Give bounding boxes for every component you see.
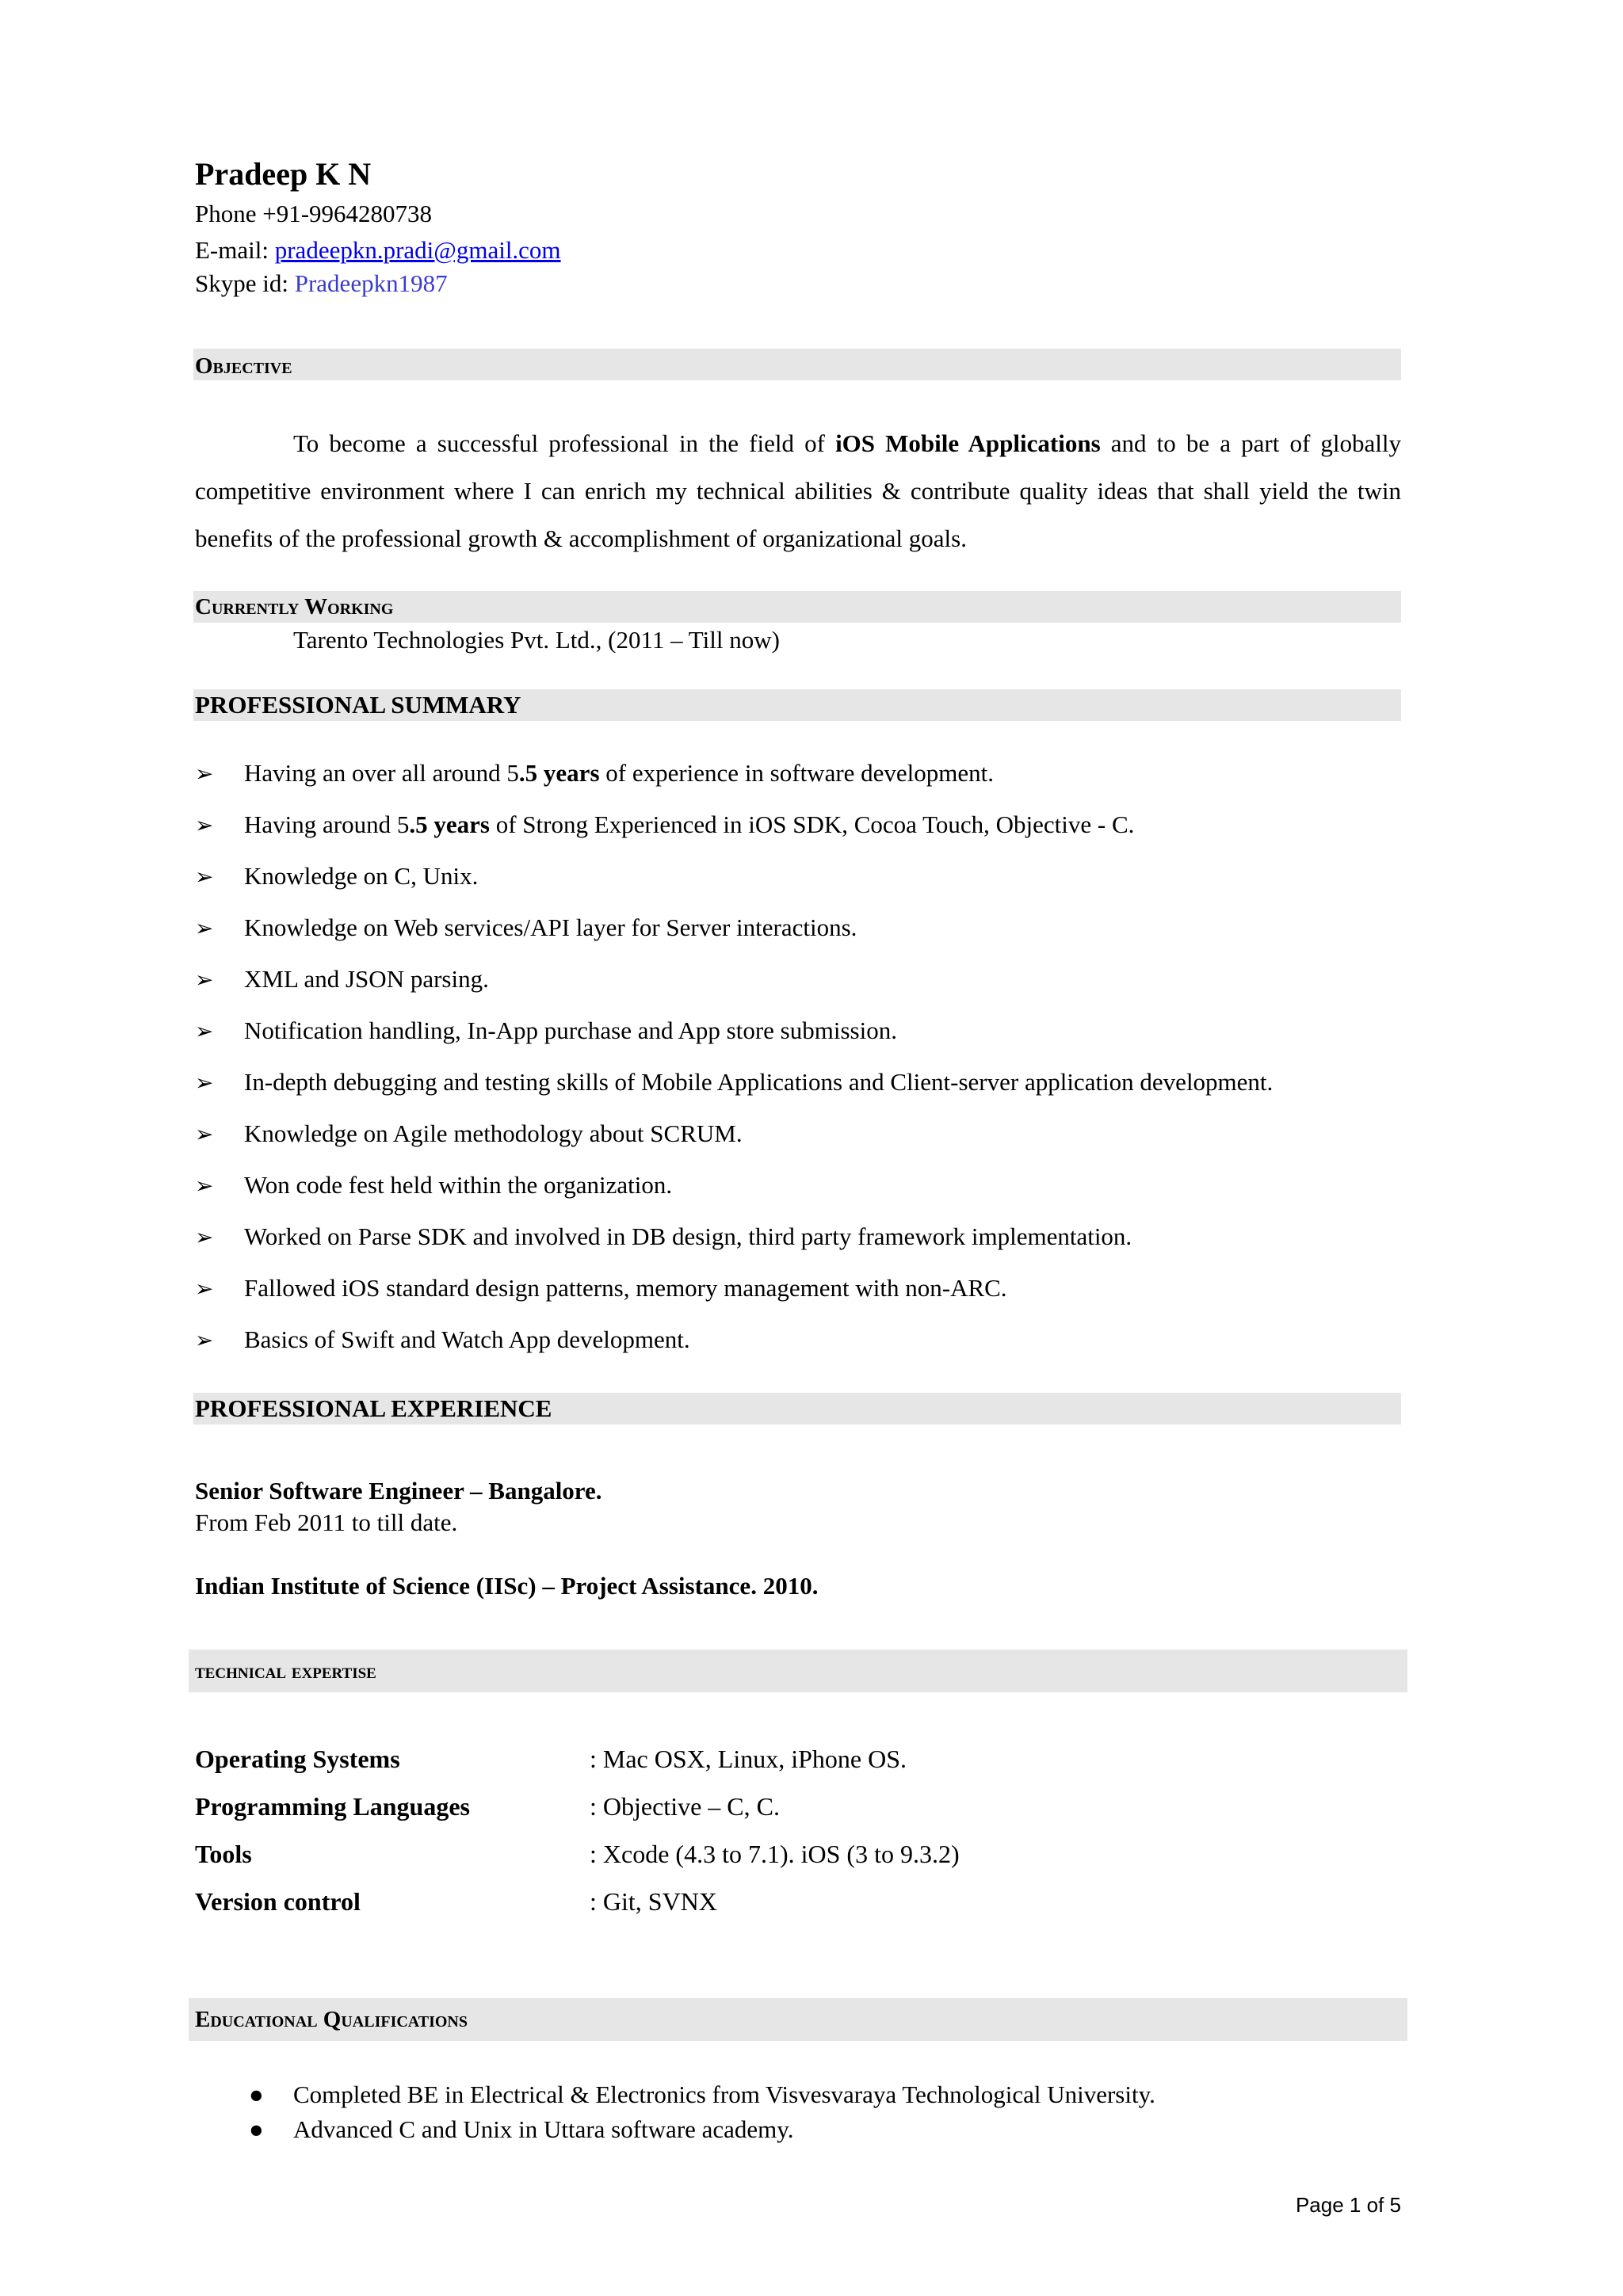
current-company: Tarento Technologies Pvt. Ltd., (2011 – Till now) — [293, 626, 780, 654]
phone-line — [195, 196, 432, 231]
summary-item: ➢ Having an over all around 5.5 years of experience in software development. — [195, 756, 994, 791]
tech-key-version-control: Version control — [195, 1887, 361, 1916]
skype-line — [195, 266, 448, 301]
arrow-bullet-icon: ➢ — [195, 1070, 214, 1096]
tech-value-tools: : Xcode (4.3 to 7.1). iOS (3 to 9.3.2) — [590, 1840, 960, 1868]
summary-item: ➢ XML and JSON parsing. — [195, 962, 489, 997]
tech-value-version-control: : Git, SVNX — [590, 1887, 717, 1916]
arrow-bullet-icon: ➢ — [195, 1276, 214, 1302]
email-line — [195, 233, 561, 268]
job-period: From Feb 2011 to till date. — [195, 1508, 458, 1536]
objective-text-start: To become a successful professional in the field of — [293, 429, 836, 457]
summary-item: ➢ Fallowed iOS standard design patterns, memory management with non-ARC. — [195, 1271, 1007, 1306]
objective-heading: Objective — [195, 353, 292, 379]
candidate-name: Pradeep K N — [195, 156, 372, 192]
email-link[interactable]: pradeepkn.pradi@gmail.com — [274, 236, 561, 264]
arrow-bullet-icon: ➢ — [195, 761, 214, 787]
arrow-bullet-icon: ➢ — [195, 864, 214, 890]
skype-label: Skype id: — [195, 269, 288, 297]
skype-id: Pradeepkn1987 — [294, 269, 448, 297]
summary-item: ➢ Knowledge on Agile methodology about SCRUM. — [195, 1116, 743, 1152]
phone-label: Phone — [195, 200, 257, 227]
summary-item: ➢ Knowledge on C, Unix. — [195, 859, 478, 894]
arrow-bullet-icon: ➢ — [195, 915, 214, 941]
current-heading: Currently Working — [195, 594, 394, 620]
tech-value-languages: : Objective – C, C. — [590, 1792, 780, 1821]
objective-paragraph — [195, 420, 1401, 563]
arrow-bullet-icon: ➢ — [195, 1224, 214, 1250]
tech-key-tools: Tools — [195, 1840, 252, 1868]
tech-value-os: : Mac OSX, Linux, iPhone OS. — [590, 1745, 907, 1773]
phone-number: +91-9964280738 — [262, 200, 433, 227]
summary-heading: PROFESSIONAL SUMMARY — [195, 691, 521, 719]
experience-heading: PROFESSIONAL EXPERIENCE — [195, 1394, 552, 1422]
objective-text-bold: iOS Mobile Applications — [835, 429, 1101, 457]
arrow-bullet-icon: ➢ — [195, 1018, 214, 1044]
arrow-bullet-icon: ➢ — [195, 1121, 214, 1147]
objective-band — [193, 349, 1401, 380]
resume-page: Pradeep K N Phone +91-9964280738 E-mail: pradeepkn.pradi@gmail.com Skype id: Pradeepkn1987 Objective To become a successful professional in the field of iOS Mobile Applications and to be a part of globally competitive environment where I can enrich my technical abilities & contribute quality ideas that shall yield the twin benefits of the professional growth & accomplishment of organizational goals. Currently Working Tarento Technologies Pvt. Ltd., (2011 – Till now) PROFESSIONAL SUMMARY ➢ Having an over all around 5.5 years of experience in software development. ➢ Having around 5.5 years of Strong Experienced in iOS SDK, Cocoa Touch, Objective - C. ➢ Knowledge on C, Unix. ➢ Knowledge on Web services/API layer for Server interactions. ➢ XML and JSON parsing. ➢ Notification handling, In-App purchase and App store submission. ➢ In-depth debugging and testing skills of Mobile Applications and Client-server application development. ➢ Knowledge on Agile methodology about SCRUM. ➢ Won code fest held within the organization. ➢ Worked on Parse SDK and involved in DB design, third party framework implementation. ➢ Fallowed iOS standard design patterns, memory management with non-ARC. ➢ Basics of Swift and Watch App development. PROFESSIONAL EXPERIENCE Senior Software Engineer – Bangalore. From Feb 2011 to till date. Indian Institute of Science (IISc) – Project Assistance. 2010. technical expertise Operating Systems : Mac OSX, Linux, iPhone OS. Programming Languages : Objective – C, C. Tools : Xcode (4.3 to 7.1). iOS (3 to 9.3.2) Version control : Git, SVNX Educational Qualifications ● Completed BE in Electrical & Electronics from Visvesvaraya Technological University. ● Advanced C and Unix in Uttara software academy. Page 1 of 5 — [0, 0, 1623, 2296]
objective-text-end: and to be a part of globally competitive environment where I can enrich my technical abilities & contribute quality ideas that shall yield the twin benefits of the professional growth & accomplishment of organizational goals. — [195, 429, 1401, 552]
arrow-bullet-icon: ➢ — [195, 812, 214, 838]
arrow-bullet-icon: ➢ — [195, 1327, 214, 1353]
education-heading: Educational Qualifications — [195, 2007, 468, 2032]
tech-key-languages: Programming Languages — [195, 1792, 470, 1821]
job-title: Senior Software Engineer – Bangalore. — [195, 1477, 602, 1505]
previous-position: Indian Institute of Science (IISc) – Project Assistance. 2010. — [195, 1572, 819, 1600]
summary-item: ➢ Basics of Swift and Watch App development. — [195, 1322, 690, 1358]
summary-item: ➢ Having around 5.5 years of Strong Experienced in iOS SDK, Cocoa Touch, Objective - C. — [195, 807, 1134, 843]
summary-item: ➢ Worked on Parse SDK and involved in DB design, third party framework implementation. — [195, 1219, 1132, 1255]
summary-item: ➢ In-depth debugging and testing skills of Mobile Applications and Client-server application development. — [195, 1065, 1273, 1100]
page-number: Page 1 of 5 — [1295, 2193, 1401, 2217]
technical-heading: technical expertise — [195, 1659, 376, 1683]
arrow-bullet-icon: ➢ — [195, 967, 214, 993]
bullet-dot-icon: ● — [249, 2115, 264, 2143]
tech-key-os: Operating Systems — [195, 1745, 400, 1773]
summary-item: ➢ Knowledge on Web services/API layer for Server interactions. — [195, 910, 857, 946]
bullet-dot-icon: ● — [249, 2081, 264, 2108]
summary-item: ➢ Notification handling, In-App purchase and App store submission. — [195, 1013, 897, 1049]
email-label: E-mail: — [195, 236, 269, 264]
summary-item: ➢ Won code fest held within the organization. — [195, 1168, 672, 1203]
arrow-bullet-icon: ➢ — [195, 1173, 214, 1199]
